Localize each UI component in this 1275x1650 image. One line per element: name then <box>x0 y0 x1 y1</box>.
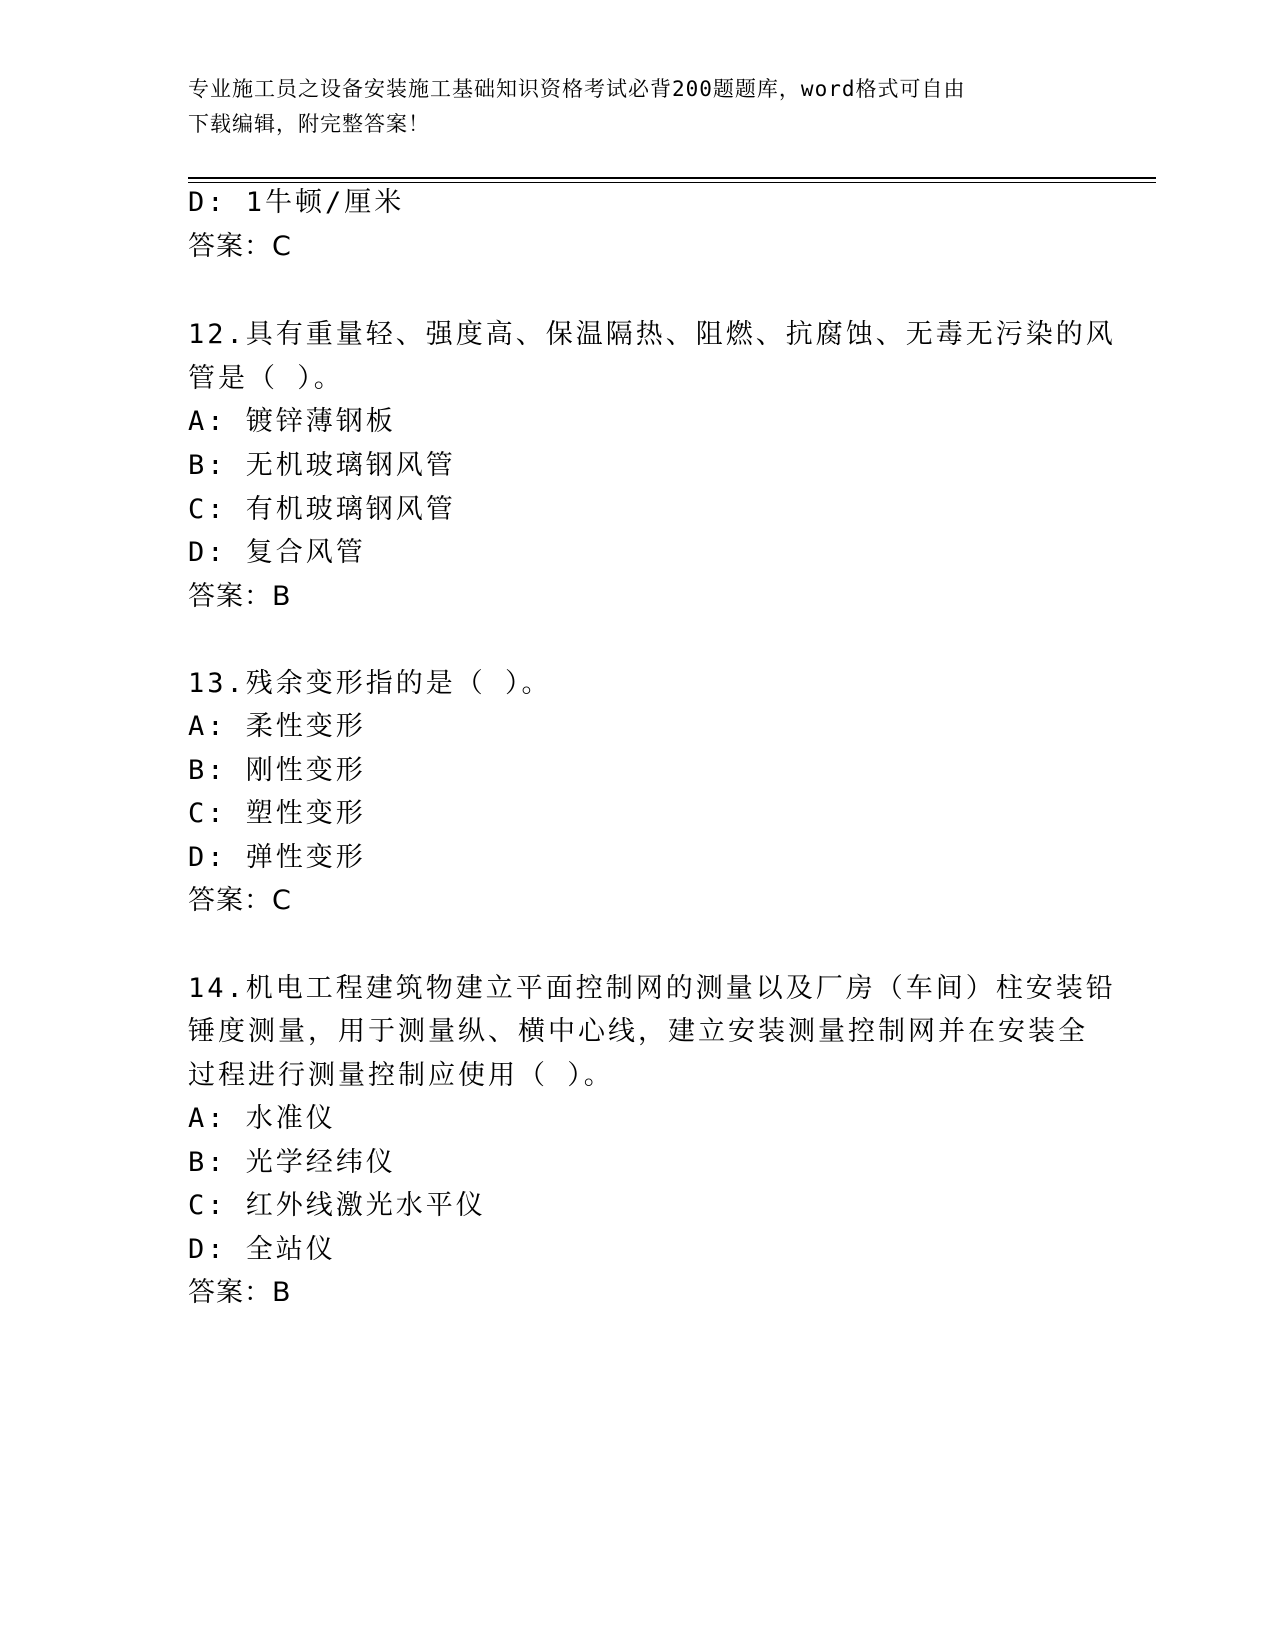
q12-option-a: A: 镀锌薄钢板 <box>188 406 396 437</box>
q14-answer: 答案：B <box>188 1277 292 1308</box>
q13-stem-line-1: 13.残余变形指的是（ ）。 <box>188 668 552 699</box>
q14-stem-line-2: 锤度测量，用于测量纵、横中心线，建立安装测量控制网并在安装全 <box>188 1016 1088 1047</box>
header-line-2: 下载编辑，附完整答案！ <box>188 112 430 136</box>
prev-answer: 答案：C <box>188 231 292 262</box>
q14-option-a: A: 水准仪 <box>188 1103 336 1134</box>
q14-option-b: B: 光学经纬仪 <box>188 1147 396 1178</box>
q12-option-d: D: 复合风管 <box>188 537 366 568</box>
q12-stem-line-2: 管是（ ）。 <box>188 363 344 394</box>
q13-answer: 答案：C <box>188 885 292 916</box>
q13-option-c: C: 塑性变形 <box>188 798 366 829</box>
q13-option-a: A: 柔性变形 <box>188 711 366 742</box>
header-line-1: 专业施工员之设备安装施工基础知识资格考试必背200题题库，word格式可自由 <box>188 77 966 101</box>
q12-stem-line-1: 12.具有重量轻、强度高、保温隔热、阻燃、抗腐蚀、无毒无污染的风 <box>188 319 1116 350</box>
q14-stem-line-1: 14.机电工程建筑物建立平面控制网的测量以及厂房（车间）柱安装铅 <box>188 973 1116 1004</box>
header-rule-thin <box>188 182 1156 183</box>
q12-option-b: B: 无机玻璃钢风管 <box>188 450 456 481</box>
q13-option-b: B: 刚性变形 <box>188 755 366 786</box>
document-header <box>188 72 1088 142</box>
prev-option-d: D: 1牛顿/厘米 <box>188 187 405 218</box>
q14-option-c: C: 红外线激光水平仪 <box>188 1190 486 1221</box>
header-rule-thick <box>188 177 1156 179</box>
q12-option-c: C: 有机玻璃钢风管 <box>188 494 456 525</box>
q14-stem-line-3: 过程进行测量控制应使用（ ）。 <box>188 1060 614 1091</box>
q14-option-d: D: 全站仪 <box>188 1234 336 1265</box>
q12-answer: 答案：B <box>188 581 292 612</box>
q13-option-d: D: 弹性变形 <box>188 842 366 873</box>
